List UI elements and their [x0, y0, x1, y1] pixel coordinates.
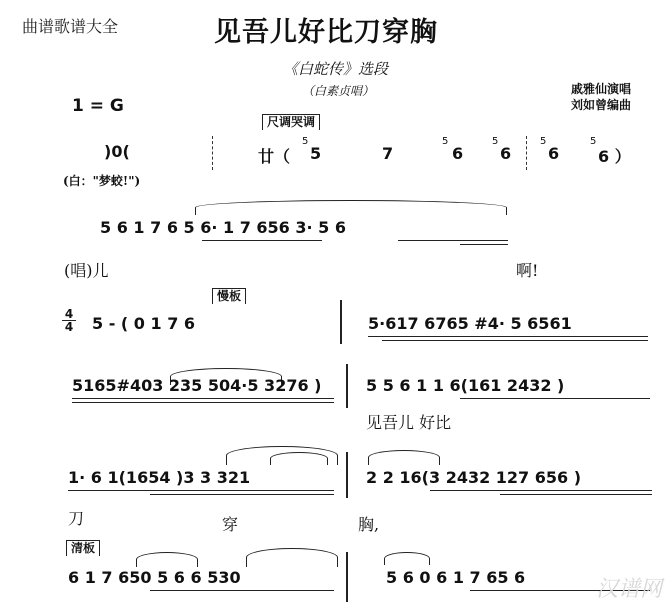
time-sig-bottom: 4 — [64, 320, 74, 334]
row2-underline-2 — [398, 240, 508, 241]
section-marker-1: 尺调哭调 — [262, 114, 320, 130]
row5-slur-2 — [270, 452, 328, 465]
time-sig-top: 4 — [64, 307, 74, 321]
row4-right-notes: 5 5 6 1 1 6(161 2432 ) — [366, 376, 565, 395]
row1-dashed-bar-2 — [526, 136, 527, 170]
row4-lyric: 见吾儿 好比 — [366, 413, 452, 432]
row1-grace-3: 5 — [492, 136, 499, 147]
song-title: 见吾儿好比刀穿胸 — [214, 17, 438, 48]
row1-grace-4: 5 — [540, 136, 547, 147]
row6-slur-2 — [246, 548, 338, 567]
row3-bar-line — [340, 300, 342, 344]
row6-right-notes: 5 6 0 6 1 7 65 6 — [386, 568, 526, 587]
row1-note-6c: 6 — [548, 144, 560, 163]
row1-note-6d: 6 ） — [598, 147, 631, 166]
watermark: 汉谱网 — [595, 577, 662, 602]
singer-note: （白素贞唱） — [302, 84, 375, 98]
site-name: 曲谱歌谱大全 — [22, 17, 119, 36]
row1-note-7: 7 — [382, 144, 394, 163]
row4-underline-1 — [72, 398, 334, 399]
row5-underline-3 — [430, 490, 652, 491]
row5-lyric-1: 刀 — [68, 509, 85, 528]
row1-grace-1: 5 — [302, 136, 309, 147]
row6-slur-3 — [384, 552, 430, 565]
row5-underline-1 — [68, 490, 334, 491]
spoken-line: (白："梦蛟!") — [63, 174, 141, 188]
row6-left-notes: 6 1 7 650 5 6 6 530 — [68, 568, 241, 587]
row5-underline-2 — [150, 494, 334, 495]
song-subtitle: 《白蛇传》选段 — [283, 60, 389, 78]
row5-lyric-3: 胸, — [358, 515, 380, 534]
row2-long-slur — [195, 200, 507, 215]
row3-underline-2 — [382, 340, 648, 341]
row5-underline-4 — [500, 494, 652, 495]
section-marker-3: 清板 — [66, 540, 100, 556]
row4-underline-3 — [460, 398, 650, 399]
arranger-credit: 刘如曾编曲 — [571, 98, 632, 112]
row1-grace-5: 5 — [590, 136, 597, 147]
row5-slur-3 — [368, 450, 440, 465]
row6-bar-line — [346, 552, 348, 602]
row6-underline-1 — [150, 590, 334, 591]
row2-underline-1 — [202, 240, 322, 241]
row3-left-notes: 5 - ( 0 1 7 6 — [92, 314, 196, 333]
row4-underline-2 — [72, 402, 334, 403]
section-marker-2: 慢板 — [212, 288, 246, 304]
row1-note-6b: 6 — [500, 144, 512, 163]
row1-opening: )0( — [104, 142, 130, 161]
row2-lyric-2: 啊! — [516, 261, 539, 280]
row3-right-notes: 5·617 6765 #4· 5 6561 — [368, 314, 572, 333]
row5-bar-line — [346, 452, 348, 498]
row4-left-notes: 5165#403 235 504·5 3276 ) — [72, 376, 322, 395]
row1-note-6a: 6 — [452, 144, 464, 163]
row5-left-notes: 1· 6 1(1654 )3 3 321 — [68, 468, 251, 487]
row1-note-5: 5 — [310, 144, 322, 163]
row4-bar-line — [346, 364, 348, 408]
row6-slur-1 — [136, 552, 198, 567]
key-signature: 1 = G — [72, 96, 124, 116]
row5-lyric-2: 穿 — [222, 515, 239, 534]
row2-lyric-1: (唱)儿 — [64, 261, 109, 280]
row2-notes: 5 6 1 7 6 5 6· 1 7 656 3· 5 6 — [100, 218, 346, 237]
row1-free-rhythm: 廿（ — [258, 147, 291, 166]
row1-dashed-bar-1 — [212, 136, 213, 170]
row5-right-notes: 2 2 16(3 2432 127 656 ) — [366, 468, 582, 487]
row1-grace-2: 5 — [442, 136, 449, 147]
row2-underline-3 — [460, 244, 508, 245]
row3-underline-1 — [368, 336, 648, 337]
time-signature — [62, 308, 76, 333]
performer-credit: 戚雅仙演唱 — [571, 82, 632, 96]
